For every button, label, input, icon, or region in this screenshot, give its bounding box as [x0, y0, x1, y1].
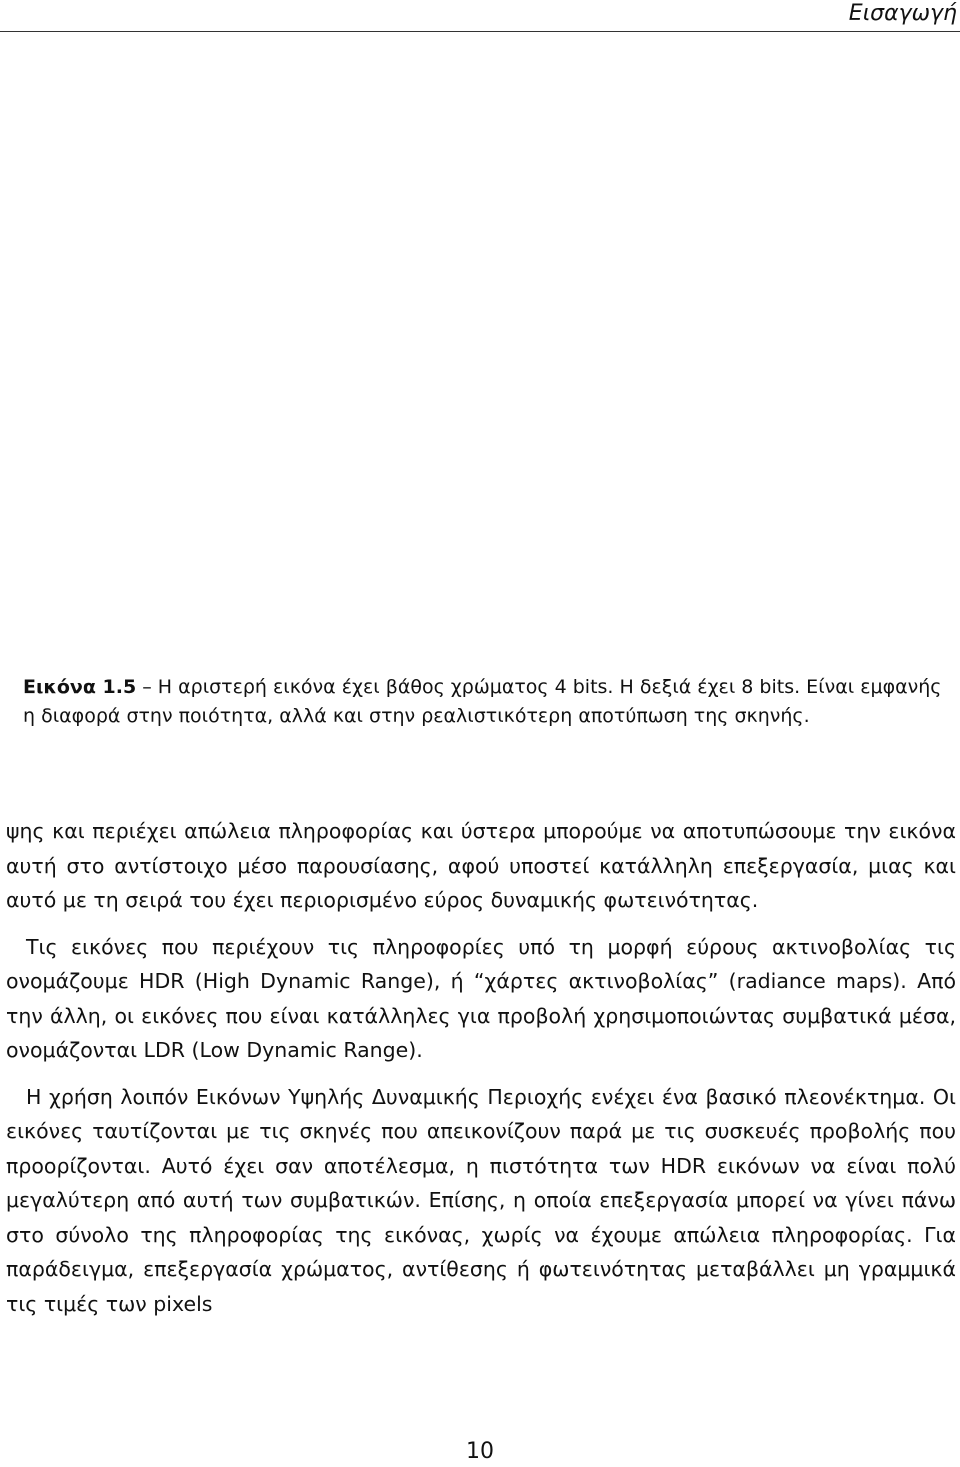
- figure-caption-label: Εικόνα 1.5: [23, 676, 137, 698]
- page-number: 10: [466, 1439, 494, 1464]
- figure-caption-text: – Η αριστερή εικόνα έχει βάθος χρώματος 4 bits. Η δεξιά έχει 8 bits. Είναι εμφανής η διαφορά στην ποιότητα, αλλά και στην ρεαλιστικότερη αποτύπωση της σκηνής.: [23, 676, 942, 727]
- body-text: [6, 814, 956, 1333]
- paragraph-hdr-definition: Τις εικόνες που περιέχουν τις πληροφορίες υπό τη μορφή εύρους ακτινοβολίας τις ονομάζουμε HDR (High Dynamic Range), ή “χάρτες ακτινοβολίας” (radiance maps). Από την άλλη, οι εικόνες που είναι κατάλληλες για προβολή χρησιμοποιώντας συμβατικά μέσα, ονομάζονται LDR (Low Dynamic Range).: [6, 934, 956, 1062]
- paragraph-continued: ψης και περιέχει απώλεια πληροφορίας και ύστερα μπορούμε να αποτυπώσουμε την εικόνα αυτή στο αντίστοιχο μέσο παρουσίασης, αφού υποστεί κατάλληλη επεξεργασία, μιας και αυτό με τη σειρά του έχει περιορισμένο εύρος δυναμικής φωτεινότητας.: [6, 819, 956, 912]
- running-header-title: Εισαγωγή: [848, 1, 957, 26]
- paragraph-hdr-advantage: Η χρήση λοιπόν Εικόνων Υψηλής Δυναμικής Περιοχής ενέχει ένα βασικό πλεονέκτημα. Οι εικόνες ταυτίζονται με τις σκηνές που απεικονίζουν παρά με τις συσκευές προβολής που προορίζονται. Αυτό έχει σαν αποτέλεσμα, η πιστότητα των HDR εικόνων να είναι πολύ μεγαλύτερη από αυτή των συμβατικών. Επίσης, η οποία επεξεργασία μπορεί να γίνει πάνω στο σύνολο της πληροφορίας της εικόνας, χωρίς να έχουμε απώλεια πληροφορίας. Για παράδειγμα, επεξεργασία χρώματος, αντίθεσης ή φωτεινότητας μεταβάλλει μη γραμμικά τις τιμές των pixels: [6, 1084, 956, 1316]
- figure-blank-area: [0, 32, 960, 662]
- figure-caption: [23, 673, 943, 731]
- running-header: [0, 0, 960, 32]
